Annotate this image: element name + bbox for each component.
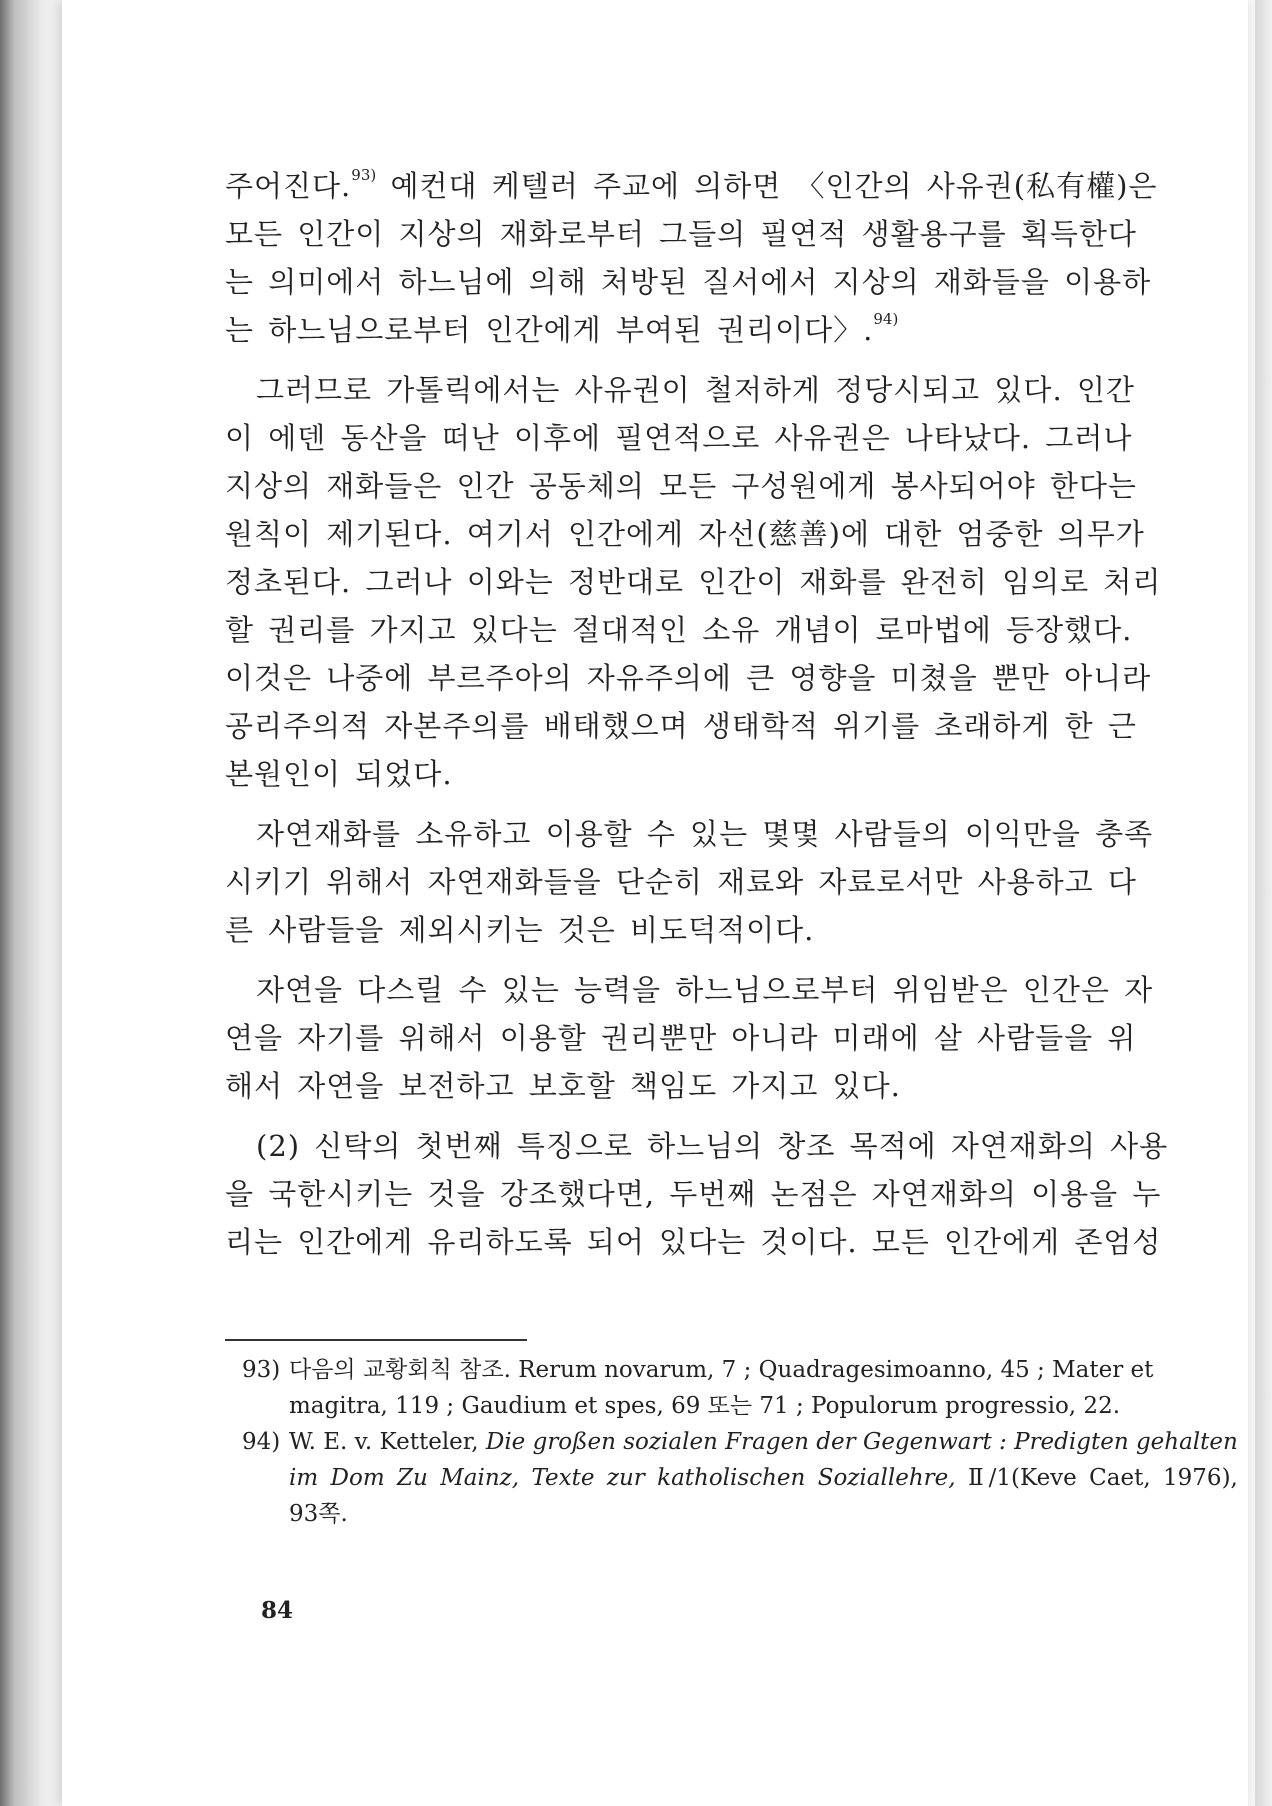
footnote-94 xyxy=(242,1424,1238,1532)
text-line: 원칙이 제기된다. 여기서 인간에게 자선(慈善)에 대한 엄중한 의무가 xyxy=(225,517,1145,551)
text-line: 는 의미에서 하느님에 의해 처방된 질서에서 지상의 재화들을 이용하 xyxy=(225,265,1152,299)
footnote-line: im Dom Zu Mainz, Texte zur katholischen Soziallehre, Ⅱ/1(Keve Caet, 1976), xyxy=(289,1465,1238,1491)
text-line: 자연재화를 소유하고 이용할 수 있는 몇몇 사람들의 이익만을 충족 xyxy=(256,817,1154,851)
text-line: 연을 자기를 위해서 이용할 권리뿐만 아니라 미래에 살 사람들을 위 xyxy=(225,1021,1137,1055)
text-line: 자연을 다스릴 수 있는 능력을 하느님으로부터 위임받은 인간은 자 xyxy=(256,973,1154,1007)
page-edge-right xyxy=(1255,0,1272,1806)
text-line: 는 하느님으로부터 인간에게 부여된 권리이다〉.$^{94)}$ xyxy=(225,310,899,347)
text-line: 해서 자연을 보전하고 보호할 책임도 가지고 있다. xyxy=(225,1069,901,1103)
page-number: 84 xyxy=(261,1597,294,1624)
text-line: 그러므로 가톨릭에서는 사유권이 철저하게 정당시되고 있다. 인간 xyxy=(256,373,1135,407)
footnote-separator xyxy=(225,1339,527,1341)
text-line: 시키기 위해서 자연재화들을 단순히 재료와 자료로서만 사용하고 다 xyxy=(225,865,1137,899)
body-text xyxy=(225,162,1169,1266)
footnotes xyxy=(242,1352,1238,1532)
text-line: 공리주의적 자본주의를 배태했으며 생태학적 위기를 초래하게 한 근 xyxy=(225,709,1137,743)
text-line: 지상의 재화들은 인간 공동체의 모든 구성원에게 봉사되어야 한다는 xyxy=(225,469,1137,503)
footnote-line: magitra, 119 ; Gaudium et spes, 69 또는 71 ; Populorum progressio, 22. xyxy=(289,1393,1121,1419)
footnote-ref-93: 93) xyxy=(351,166,377,184)
text-line: 른 사람들을 제외시키는 것은 비도덕적이다. xyxy=(225,913,815,947)
footnote-line: 다음의 교황회칙 참조. Rerum novarum, 7 ; Quadragesimoanno, 45 ; Mater et xyxy=(289,1357,1154,1383)
footnote-93 xyxy=(242,1352,1154,1424)
text-line: 이것은 나중에 부르주아의 자유주의에 큰 영향을 미쳤을 뿐만 아니라 xyxy=(225,661,1152,695)
footnote-ref-94: 94) xyxy=(873,310,899,328)
footnote-line: W. E. v. Ketteler, Die großen sozialen Fragen der Gegenwart : Predigten gehalten xyxy=(289,1429,1238,1455)
text-line: 이 에덴 동산을 떠난 이후에 필연적으로 사유권은 나타났다. 그러나 xyxy=(225,421,1133,455)
text-line: 할 권리를 가지고 있다는 절대적인 소유 개념이 로마법에 등장했다. xyxy=(225,613,1133,647)
footnote-number: 94) xyxy=(242,1429,281,1455)
text-line: 리는 인간에게 유리하도록 되어 있다는 것이다. 모든 인간에게 존엄성 xyxy=(225,1225,1162,1259)
text-line: 주어진다.$^{93)}$ 예컨대 케텔러 주교에 의하면 〈인간의 사유권(私有權)은 xyxy=(225,166,1158,203)
text-line: 본원인이 되었다. xyxy=(225,757,453,791)
footnote-number: 93) xyxy=(242,1357,281,1383)
footnote-line: 93쪽. xyxy=(289,1501,348,1527)
text-line: (2) 신탁의 첫번째 특징으로 하느님의 창조 목적에 자연재화의 사용 xyxy=(256,1129,1169,1163)
text-line: 정초된다. 그러나 이와는 정반대로 인간이 재화를 완전히 임의로 처리 xyxy=(225,565,1162,599)
text-line: 을 국한시키는 것을 강조했다면, 두번째 논점은 자연재화의 이용을 누 xyxy=(225,1177,1162,1211)
text-line: 모든 인간이 지상의 재화로부터 그들의 필연적 생활용구를 획득한다 xyxy=(225,217,1137,251)
